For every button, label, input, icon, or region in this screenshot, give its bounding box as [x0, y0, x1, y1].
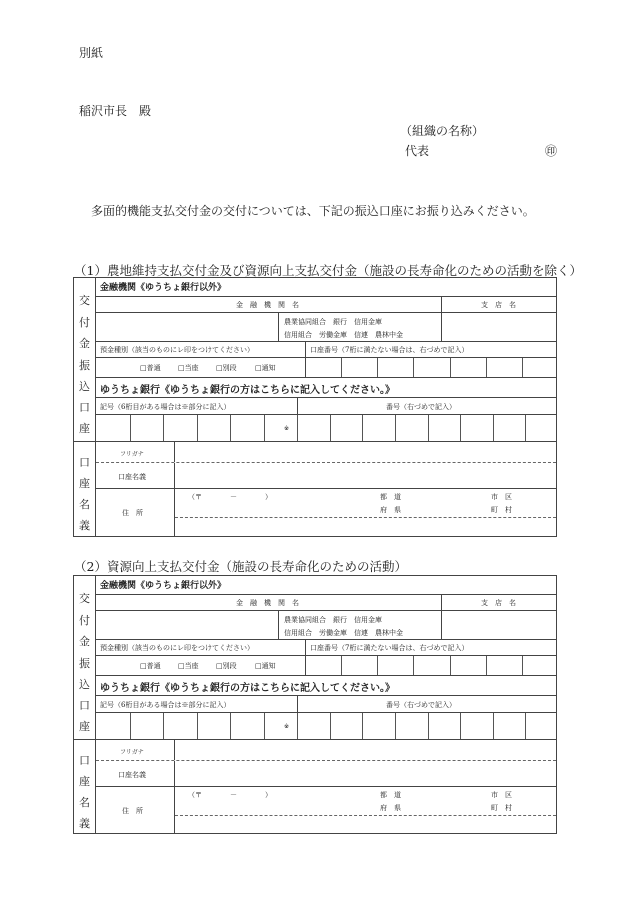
account-holder-row	[96, 760, 556, 786]
seal-mark: ㊞	[545, 144, 558, 158]
furigana-input[interactable]	[175, 740, 556, 761]
account-number-cell[interactable]	[486, 358, 522, 378]
side-char: 座	[79, 720, 90, 733]
deposit-type-row	[96, 357, 556, 377]
symbol-cell[interactable]	[197, 713, 231, 740]
number-cell[interactable]	[330, 415, 363, 442]
checkbox-current[interactable]: □当座	[178, 662, 199, 670]
account-side-label	[74, 576, 96, 739]
account-holder-label: 口座名義	[118, 473, 146, 481]
bank-types-line1: 農業協同組合 銀行 信用金庫	[284, 318, 382, 326]
side-char: 交	[79, 592, 90, 605]
address-label: 住 所	[122, 807, 143, 815]
yucho-header-row	[96, 377, 556, 397]
furigana-input[interactable]	[175, 442, 556, 463]
account-number-header: 口座番号（7桁に満たない場合は、右づめで記入）	[310, 346, 469, 354]
furigana-row	[96, 441, 556, 462]
account-number-cell[interactable]	[486, 656, 522, 676]
symbol-cell[interactable]	[96, 713, 130, 740]
bank-name-header: 金 融 機 関 名	[236, 301, 299, 309]
number-cell[interactable]	[395, 713, 428, 740]
holder-side-label	[74, 441, 96, 536]
checkbox-notice[interactable]: □通知	[255, 662, 276, 670]
bank-header: 金融機関《ゆうちょ銀行以外》	[100, 283, 227, 293]
deposit-header-row	[96, 639, 556, 655]
bank-header: 金融機関《ゆうちょ銀行以外》	[100, 581, 227, 591]
symbol-cell[interactable]	[163, 713, 197, 740]
city-label-1: 市 区	[491, 791, 512, 799]
prefecture-label-1: 都 道	[380, 791, 401, 799]
branch-header: 支 店 名	[481, 599, 516, 607]
side-char: 振	[79, 359, 90, 372]
yucho-header-row	[96, 675, 556, 695]
bank-types-line2: 信用組合 労働金庫 信連 農林中金	[284, 331, 403, 339]
symbol-asterisk: ※	[284, 723, 290, 730]
account-number-cell[interactable]	[341, 656, 377, 676]
address-row	[96, 786, 556, 833]
symbol-cell[interactable]	[197, 415, 231, 442]
bank-header-row	[96, 576, 556, 594]
bank-name-row	[96, 312, 556, 341]
account-number-cell[interactable]	[450, 656, 486, 676]
side-char: 座	[79, 775, 90, 788]
account-number-cell[interactable]	[522, 656, 558, 676]
branch-header: 支 店 名	[481, 301, 516, 309]
bank-name-header-row	[96, 594, 556, 610]
account-number-cell[interactable]	[341, 358, 377, 378]
prefecture-label-2: 府 県	[380, 506, 401, 514]
address-label: 住 所	[122, 509, 143, 517]
branch-name-input[interactable]	[442, 611, 556, 640]
account-number-cell[interactable]	[377, 656, 413, 676]
city-label-2: 町 村	[491, 804, 512, 812]
account-holder-input[interactable]	[175, 463, 556, 489]
checkbox-ordinary[interactable]: □普通	[140, 662, 161, 670]
deposit-header-row	[96, 341, 556, 357]
side-char: 口	[79, 401, 90, 414]
side-char: 込	[79, 380, 90, 393]
account-holder-input[interactable]	[175, 761, 556, 787]
account-number-cell[interactable]	[305, 656, 341, 676]
account-number-cell[interactable]	[413, 358, 449, 378]
checkbox-ordinary[interactable]: □普通	[140, 364, 161, 372]
number-cell[interactable]	[460, 713, 493, 740]
side-char: 交	[79, 294, 90, 307]
side-char: 付	[79, 316, 90, 329]
side-char: 義	[79, 519, 90, 532]
account-side-label	[74, 278, 96, 441]
branch-name-input[interactable]	[442, 313, 556, 342]
checkbox-special[interactable]: □別段	[216, 662, 237, 670]
section-2-title: （2）資源向上支払交付金（施設の長寿命化のための活動）	[74, 559, 407, 574]
bank-name-header-row	[96, 296, 556, 312]
number-cell[interactable]	[297, 713, 330, 740]
account-holder-row	[96, 462, 556, 488]
symbol-cell[interactable]	[96, 415, 130, 442]
furigana-label: フリガナ	[120, 451, 144, 458]
side-char: 名	[79, 498, 90, 511]
number-header: 番号（右づめで記入）	[386, 403, 456, 411]
side-char: 金	[79, 635, 90, 648]
number-cell[interactable]	[428, 415, 461, 442]
side-char: 名	[79, 796, 90, 809]
side-char: 込	[79, 678, 90, 691]
account-number-header: 口座番号（7桁に満たない場合は、右づめで記入）	[310, 644, 469, 652]
checkbox-current[interactable]: □当座	[178, 364, 199, 372]
account-number-cell[interactable]	[413, 656, 449, 676]
furigana-label: フリガナ	[120, 749, 144, 756]
side-char: 振	[79, 657, 90, 670]
bank-name-input[interactable]	[96, 611, 278, 640]
instruction-text: 多面的機能支払交付金の交付については、下記の振込口座にお振り込みください。	[91, 204, 535, 218]
side-char: 付	[79, 614, 90, 627]
deposit-type-header: 預金種別（該当のものにレ印をつけてください）	[100, 644, 254, 652]
yucho-header: ゆうちょ銀行《ゆうちょ銀行の方はこちらに記入してください。》	[100, 385, 395, 396]
city-label-2: 町 村	[491, 506, 512, 514]
account-holder-label: 口座名義	[118, 771, 146, 779]
address-row	[96, 488, 556, 536]
bank-name-header: 金 融 機 関 名	[236, 599, 299, 607]
attachment-label: 別紙	[79, 46, 104, 60]
bank-header-row	[96, 278, 556, 296]
address-input[interactable]	[175, 816, 556, 833]
side-char: 金	[79, 337, 90, 350]
symbol-header-row	[96, 397, 556, 414]
transfer-form-1	[73, 277, 557, 537]
number-cell[interactable]	[460, 415, 493, 442]
prefecture-label-1: 都 道	[380, 493, 401, 501]
postal-code-field[interactable]: （〒 － ）	[188, 493, 272, 501]
symbol-header: 記号（6桁目がある場合は※部分に記入）	[100, 701, 231, 709]
bank-name-row	[96, 610, 556, 639]
symbol-cell[interactable]	[130, 415, 164, 442]
section-1-title: （1）農地維持支払交付金及び資源向上支払交付金（施設の長寿命化のための活動を除く）	[74, 263, 582, 278]
number-cell[interactable]	[525, 415, 558, 442]
number-cell[interactable]	[428, 713, 461, 740]
symbol-header: 記号（6桁目がある場合は※部分に記入）	[100, 403, 231, 411]
city-label-1: 市 区	[491, 493, 512, 501]
side-char: 座	[79, 422, 90, 435]
number-cell[interactable]	[362, 713, 395, 740]
symbol-cell[interactable]	[163, 415, 197, 442]
deposit-type-header: 預金種別（該当のものにレ印をつけてください）	[100, 346, 254, 354]
number-cell[interactable]	[525, 713, 558, 740]
yucho-header: ゆうちょ銀行《ゆうちょ銀行の方はこちらに記入してください。》	[100, 683, 395, 694]
symbol-asterisk: ※	[284, 425, 290, 432]
symbol-cell[interactable]	[230, 713, 264, 740]
bank-types-line1: 農業協同組合 銀行 信用金庫	[284, 616, 382, 624]
symbol-cell[interactable]	[230, 415, 264, 442]
bank-types-line2: 信用組合 労働金庫 信連 農林中金	[284, 629, 403, 637]
prefecture-label-2: 府 県	[380, 804, 401, 812]
number-cell[interactable]	[493, 415, 526, 442]
address-input[interactable]	[175, 518, 556, 536]
bank-name-input[interactable]	[96, 313, 278, 342]
checkbox-special[interactable]: □別段	[216, 364, 237, 372]
number-cell[interactable]	[493, 713, 526, 740]
symbol-number-row	[96, 712, 556, 739]
number-header: 番号（右づめで記入）	[386, 701, 456, 709]
symbol-cell[interactable]	[264, 713, 298, 740]
org-name-label: （組織の名称）	[400, 124, 485, 138]
side-char: 口	[79, 456, 90, 469]
account-number-cell[interactable]	[522, 358, 558, 378]
number-cell[interactable]	[297, 415, 330, 442]
postal-code-field[interactable]: （〒 － ）	[188, 791, 272, 799]
symbol-cell[interactable]	[264, 415, 298, 442]
symbol-number-row	[96, 414, 556, 441]
holder-side-label	[74, 739, 96, 833]
symbol-cell[interactable]	[130, 713, 164, 740]
side-char: 座	[79, 477, 90, 490]
side-char: 義	[79, 817, 90, 830]
account-number-cell[interactable]	[450, 358, 486, 378]
account-number-cell[interactable]	[377, 358, 413, 378]
side-char: 口	[79, 754, 90, 767]
account-number-cell[interactable]	[305, 358, 341, 378]
addressee: 稲沢市長 殿	[79, 104, 152, 118]
number-cell[interactable]	[330, 713, 363, 740]
deposit-type-row	[96, 655, 556, 675]
checkbox-notice[interactable]: □通知	[255, 364, 276, 372]
representative-label: 代表	[405, 144, 430, 158]
symbol-header-row	[96, 695, 556, 712]
furigana-row	[96, 739, 556, 760]
number-cell[interactable]	[395, 415, 428, 442]
number-cell[interactable]	[362, 415, 395, 442]
side-char: 口	[79, 699, 90, 712]
transfer-form-2	[73, 575, 557, 834]
